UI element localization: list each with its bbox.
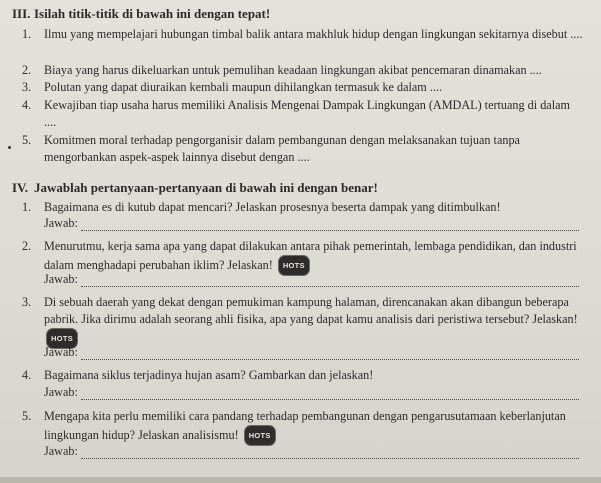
s3-item-5 [22, 132, 583, 166]
s4-item-1-number: 1. [22, 200, 32, 214]
s3-item-3-text: Polutan yang dapat diuraikan kembali maupun dihilangkan termasuk ke dalam .... [44, 80, 443, 94]
answer-dotted-line [81, 348, 579, 360]
answer-dotted-line [81, 219, 579, 231]
page-bottom-edge [0, 477, 601, 483]
s4-item-1 [22, 199, 583, 216]
s3-item-3 [22, 79, 583, 96]
s4-item-5-text [44, 408, 583, 446]
s4-item-3-text [44, 294, 583, 349]
s4-item-2 [22, 238, 583, 276]
s4-item-3 [22, 294, 583, 349]
s3-item-5-text: Komitmen moral terhadap pengorganisir dalam pembangunan dengan melaksanakan tujuan tanpa mengorbankan aspek-aspek lainnya disebut dengan .... [44, 133, 520, 164]
answer-dotted-line [81, 447, 579, 459]
s3-item-4 [22, 97, 583, 131]
s4-item-3-body: Di sebuah daerah yang dekat dengan pemukiman kampung halaman, direncanakan akan dibangun beberapa pabrik. Jika dirimu adalah seorang ahli fisika, apa yang dapat kamu analisis dari peristiwa tersebut? Jelaskan! [44, 295, 578, 326]
s3-item-5-number: 5. [22, 133, 32, 147]
s4-item-2-number: 2. [22, 239, 32, 253]
s4-answer-line-3[interactable] [44, 345, 579, 360]
s3-item-4-number: 4. [22, 98, 32, 112]
s4-item-3-number: 3. [22, 295, 32, 309]
hots-badge: HOTS [244, 425, 276, 446]
section-3-heading [12, 6, 270, 22]
answer-dotted-line [81, 275, 579, 287]
s3-item-1-text: Ilmu yang mempelajari hubungan timbal balik antara makhluk hidup dengan lingkungan sekitarnya disebut .... [44, 27, 583, 41]
s4-answer-line-4[interactable] [44, 385, 579, 400]
s4-item-5-number: 5. [22, 409, 32, 423]
section-4-number: IV. [12, 180, 29, 195]
s4-item-2-text [44, 238, 583, 276]
s4-answer-5-label: Jawab: [44, 444, 78, 458]
hots-badge: HOTS [278, 255, 310, 276]
answer-dotted-line [81, 388, 579, 400]
s4-answer-line-5[interactable] [44, 444, 579, 459]
s4-answer-4-label: Jawab: [44, 385, 78, 399]
s4-answer-1-label: Jawab: [44, 216, 78, 230]
s4-item-1-text: Bagaimana es di kutub dapat mencari? Jelaskan prosesnya beserta dampak yang ditimbulkan! [44, 200, 501, 214]
s3-item-3-number: 3. [22, 80, 32, 94]
s4-item-4-text: Bagaimana siklus terjadinya hujan asam? Gambarkan dan jelaskan! [44, 368, 374, 382]
s3-item-2-number: 2. [22, 63, 32, 77]
s4-answer-2-label: Jawab: [44, 272, 78, 286]
s3-item-1-number: 1. [22, 27, 32, 41]
section-4-heading [12, 180, 378, 196]
s4-answer-line-2[interactable] [44, 272, 579, 287]
s3-item-2 [22, 62, 583, 79]
section-4-title: Jawablah pertanyaan-pertanyaan di bawah ini dengan benar! [34, 180, 378, 195]
s3-item-2-text: Biaya yang harus dikeluarkan untuk pemulihan keadaan lingkungan akibat pencemaran dinamakan .... [44, 63, 542, 77]
s4-answer-3-label: Jawab: [44, 345, 78, 359]
margin-dot-mark [8, 146, 11, 149]
s3-item-4-text: Kewajiban tiap usaha harus memiliki Analisis Mengenai Dampak Lingkungan (AMDAL) tertuang di dalam .... [44, 98, 570, 129]
section-3-title: Isilah titik-titik di bawah ini dengan tepat! [34, 6, 271, 21]
s4-item-4 [22, 367, 583, 384]
s3-item-1 [22, 26, 583, 43]
s4-item-2-body: Menurutmu, kerja sama apa yang dapat dilakukan antara pihak pemerintah, lembaga pendidikan, dan industri dalam menghadapi perubahan iklim? Jelaskan! [44, 239, 577, 272]
s4-item-5 [22, 408, 583, 446]
s4-item-4-number: 4. [22, 368, 32, 382]
hots-badge: HOTS [46, 328, 78, 349]
s4-item-5-body: Mengapa kita perlu memiliki cara pandang terhadap pembangunan dengan pengarusutamaan keberlanjutan lingkungan hidup? Jelaskan analisismu! [44, 409, 566, 442]
section-3-number: III. [12, 6, 31, 21]
s4-answer-line-1[interactable] [44, 216, 579, 231]
